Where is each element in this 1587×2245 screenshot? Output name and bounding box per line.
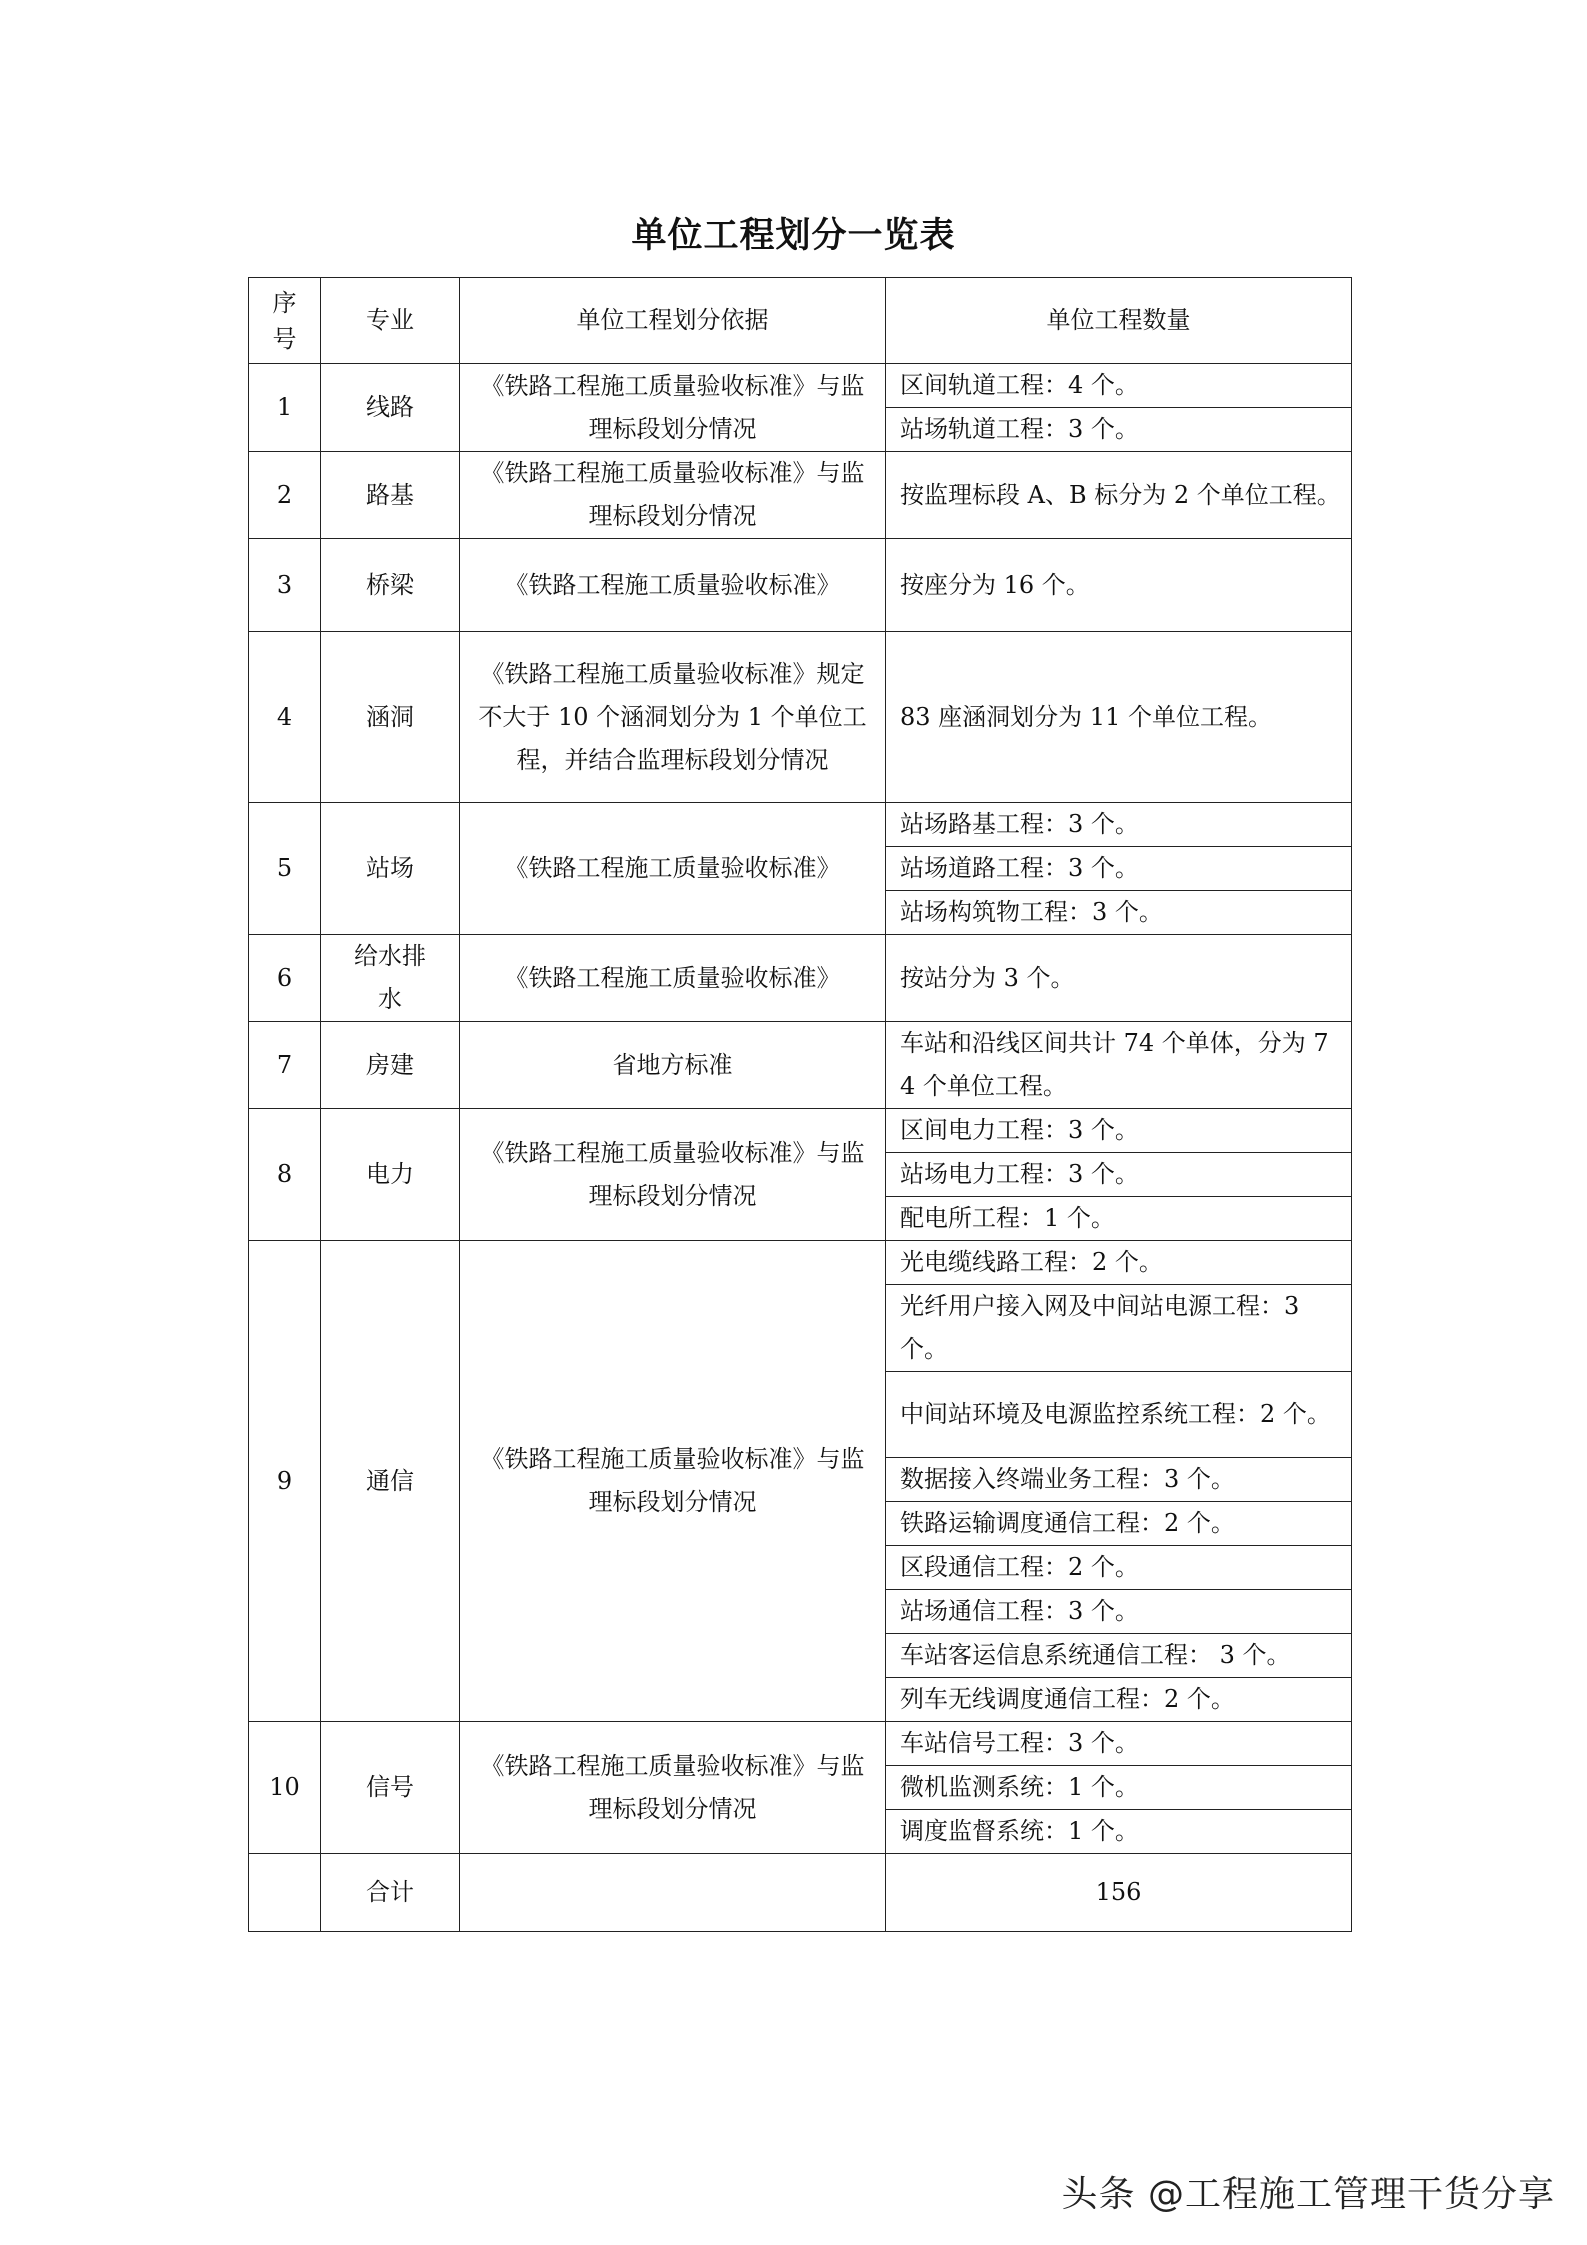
row-quantity-item: 列车无线调度通信工程：2 个。: [886, 1678, 1352, 1722]
row-quantity-item: 数据接入终端业务工程：3 个。: [886, 1458, 1352, 1502]
row-quantity-item: 光纤用户接入网及中间站电源工程：3 个。: [886, 1285, 1352, 1372]
table-row: [249, 935, 1352, 1022]
row-quantity-item: 配电所工程：1 个。: [886, 1197, 1352, 1241]
table-row: [249, 1022, 1352, 1109]
row-seq: 8: [249, 1109, 321, 1241]
header-basis: 单位工程划分依据: [460, 278, 886, 364]
row-major: 房建: [321, 1022, 460, 1109]
row-basis: 《铁路工程施工质量验收标准》与监理标段划分情况: [460, 364, 886, 452]
row-basis: 《铁路工程施工质量验收标准》规定不大于 10 个涵洞划分为 1 个单位工程，并结合监理标段划分情况: [460, 632, 886, 803]
header-major: 专业: [321, 278, 460, 364]
row-seq: 9: [249, 1241, 321, 1722]
row-quantity-item: 车站信号工程：3 个。: [886, 1722, 1352, 1766]
row-quantity-item: 调度监督系统：1 个。: [886, 1810, 1352, 1854]
row-basis: 《铁路工程施工质量验收标准》与监理标段划分情况: [460, 1241, 886, 1722]
row-quantity-item: 车站客运信息系统通信工程： 3 个。: [886, 1634, 1352, 1678]
row-major: 电力: [321, 1109, 460, 1241]
table-row: [249, 1241, 1352, 1285]
row-quantity-item: 按座分为 16 个。: [886, 539, 1352, 632]
header-quantity: 单位工程数量: [886, 278, 1352, 364]
row-major: 信号: [321, 1722, 460, 1854]
row-major: 站场: [321, 803, 460, 935]
table-row: [249, 803, 1352, 847]
row-seq: 10: [249, 1722, 321, 1854]
row-seq: 1: [249, 364, 321, 452]
table-row: [249, 539, 1352, 632]
row-basis: 《铁路工程施工质量验收标准》与监理标段划分情况: [460, 1722, 886, 1854]
row-seq: 4: [249, 632, 321, 803]
row-quantity-item: 区间电力工程：3 个。: [886, 1109, 1352, 1153]
watermark-text: 头条 @工程施工管理干货分享: [1061, 2174, 1555, 2215]
row-basis: 《铁路工程施工质量验收标准》: [460, 803, 886, 935]
total-value: 156: [886, 1854, 1352, 1932]
total-label: 合计: [321, 1854, 460, 1932]
row-quantity-item: 车站和沿线区间共计 74 个单体，分为 74 个单位工程。: [886, 1022, 1352, 1109]
header-seq: 序号: [249, 278, 321, 364]
row-basis: 《铁路工程施工质量验收标准》与监理标段划分情况: [460, 1109, 886, 1241]
row-basis: 《铁路工程施工质量验收标准》: [460, 935, 886, 1022]
row-quantity-item: 站场轨道工程：3 个。: [886, 408, 1352, 452]
row-major: 路基: [321, 452, 460, 539]
total-row: [249, 1854, 1352, 1932]
page-title: 单位工程划分一览表: [631, 216, 956, 256]
table-row: [249, 452, 1352, 539]
row-seq: 5: [249, 803, 321, 935]
table-row: [249, 1109, 1352, 1153]
row-seq: 3: [249, 539, 321, 632]
row-major: 给水排水: [321, 935, 460, 1022]
row-seq: 6: [249, 935, 321, 1022]
unit-works-table: [248, 277, 1352, 1932]
row-basis: 《铁路工程施工质量验收标准》: [460, 539, 886, 632]
row-quantity-item: 站场电力工程：3 个。: [886, 1153, 1352, 1197]
row-quantity-item: 站场路基工程：3 个。: [886, 803, 1352, 847]
total-basis: [460, 1854, 886, 1932]
row-quantity-item: 区间轨道工程：4 个。: [886, 364, 1352, 408]
table-header-row: [249, 278, 1352, 364]
table-wrapper: [248, 277, 1352, 1932]
row-quantity-item: 区段通信工程：2 个。: [886, 1546, 1352, 1590]
row-quantity-item: 站场通信工程：3 个。: [886, 1590, 1352, 1634]
row-major: 通信: [321, 1241, 460, 1722]
table-row: [249, 632, 1352, 803]
row-basis: 省地方标准: [460, 1022, 886, 1109]
row-major: 桥梁: [321, 539, 460, 632]
total-seq: [249, 1854, 321, 1932]
row-quantity-item: 83 座涵洞划分为 11 个单位工程。: [886, 632, 1352, 803]
row-quantity-item: 站场构筑物工程：3 个。: [886, 891, 1352, 935]
row-seq: 2: [249, 452, 321, 539]
row-quantity-item: 按站分为 3 个。: [886, 935, 1352, 1022]
row-quantity-item: 微机监测系统：1 个。: [886, 1766, 1352, 1810]
row-quantity-item: 站场道路工程：3 个。: [886, 847, 1352, 891]
row-major: 涵洞: [321, 632, 460, 803]
row-major: 线路: [321, 364, 460, 452]
row-quantity-item: 按监理标段 A、B 标分为 2 个单位工程。: [886, 452, 1352, 539]
row-quantity-item: 铁路运输调度通信工程：2 个。: [886, 1502, 1352, 1546]
row-quantity-item: 光电缆线路工程：2 个。: [886, 1241, 1352, 1285]
table-row: [249, 364, 1352, 408]
row-quantity-item: 中间站环境及电源监控系统工程：2 个。: [886, 1372, 1352, 1458]
table-row: [249, 1722, 1352, 1766]
row-seq: 7: [249, 1022, 321, 1109]
row-basis: 《铁路工程施工质量验收标准》与监理标段划分情况: [460, 452, 886, 539]
